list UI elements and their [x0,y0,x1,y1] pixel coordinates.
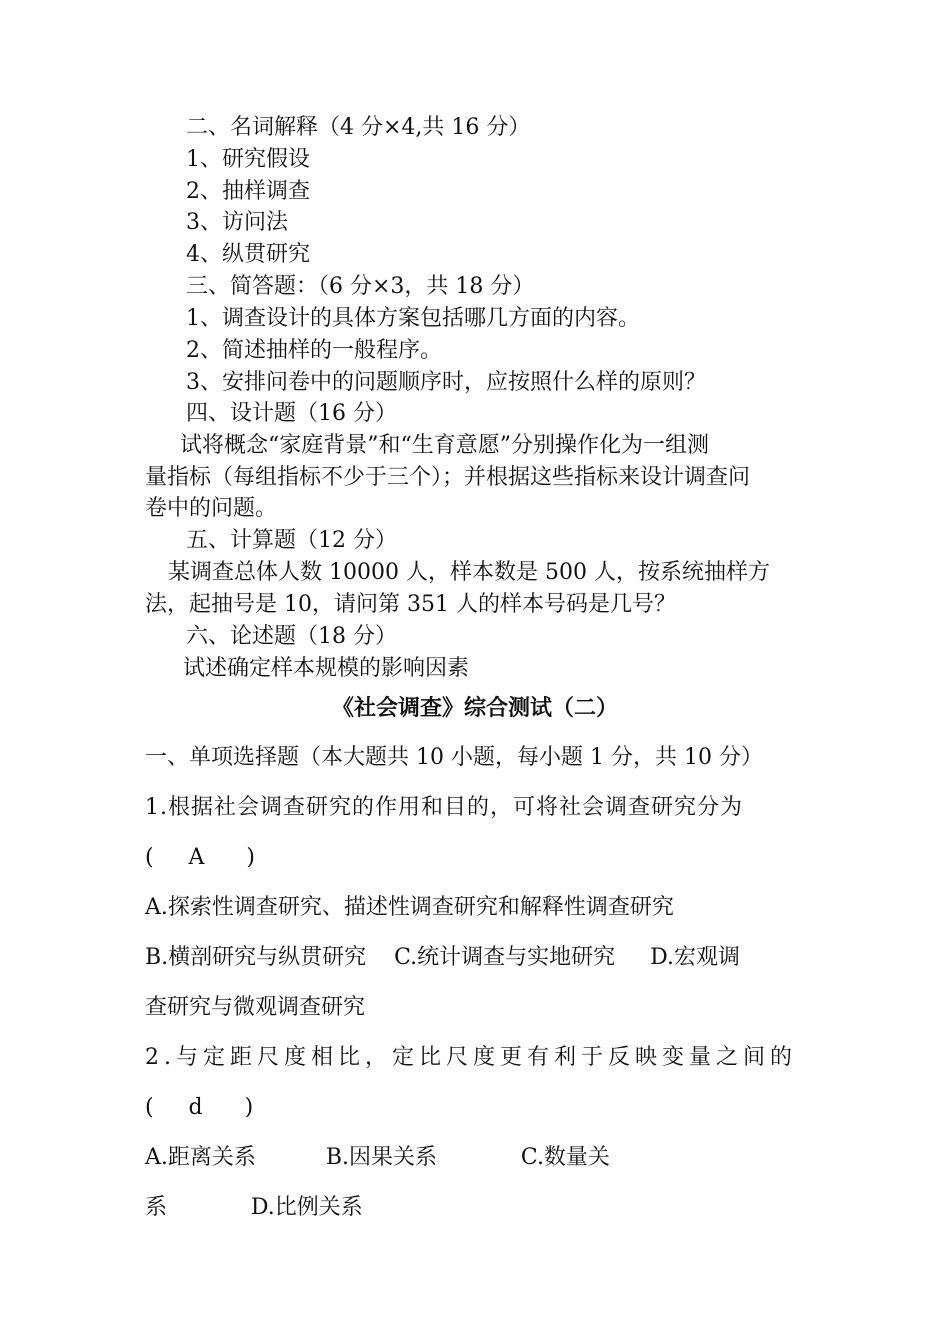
q1-options-bcd: B.横剖研究与纵贯研究 C.统计调查与实地研究 D.宏观调 [145,945,740,970]
short-answer-2: 2、简述抽样的一般程序。 [186,338,442,363]
term-3: 3、访问法 [186,210,288,235]
q2-answer-blank: ( d ) [145,1095,254,1120]
test-title: 《社会调查》综合测试（二） [331,695,618,721]
q1-option-a: A.探索性调查研究、描述性调查研究和解释性调查研究 [145,895,674,920]
section-6-heading: 六、论述题（18 分） [186,624,397,649]
term-1: 1、研究假设 [186,147,310,172]
essay-question: 试述确定样本规模的影响因素 [183,656,470,681]
q1-stem: 1.根据社会调查研究的作用和目的，可将社会调查研究分为 [145,795,743,820]
section-4-heading: 四、设计题（16 分） [186,401,397,426]
section-2-heading: 二、名词解释（4 分×4,共 16 分） [186,115,531,140]
mc-section-heading: 一、单项选择题（本大题共 10 小题，每小题 1 分，共 10 分） [145,745,763,770]
section-3-heading: 三、简答题：（6 分×3，共 18 分） [186,274,535,299]
calc-question-line-1: 某调查总体人数 10000 人，样本数是 500 人，按系统抽样方 [168,560,770,585]
section-5-heading: 五、计算题（12 分） [186,528,397,553]
term-4: 4、纵贯研究 [186,242,310,267]
short-answer-3: 3、安排问卷中的问题顺序时，应按照什么样的原则？ [186,370,706,395]
q1-options-continued: 查研究与微观调查研究 [145,995,366,1020]
q1-answer-blank: ( A ) [145,845,255,870]
design-question-line-1: 试将概念“家庭背景”和“生育意愿”分别操作化为一组测 [180,433,709,458]
calc-question-line-2: 法，起抽号是 10，请问第 351 人的样本号码是几号？ [145,592,676,617]
q2-options-continued: 系 D.比例关系 [145,1195,363,1220]
q2-stem: 2.与定距尺度相比，定比尺度更有利于反映变量之间的 [145,1045,797,1070]
q2-options: A.距离关系 B.因果关系 C.数量关 [145,1145,610,1170]
design-question-line-2: 量指标（每组指标不少于三个）；并根据这些指标来设计调查问 [145,465,751,490]
design-question-line-3: 卷中的问题。 [145,496,278,521]
term-2: 2、抽样调查 [186,179,310,204]
short-answer-1: 1、调查设计的具体方案包括哪几方面的内容。 [186,306,640,331]
